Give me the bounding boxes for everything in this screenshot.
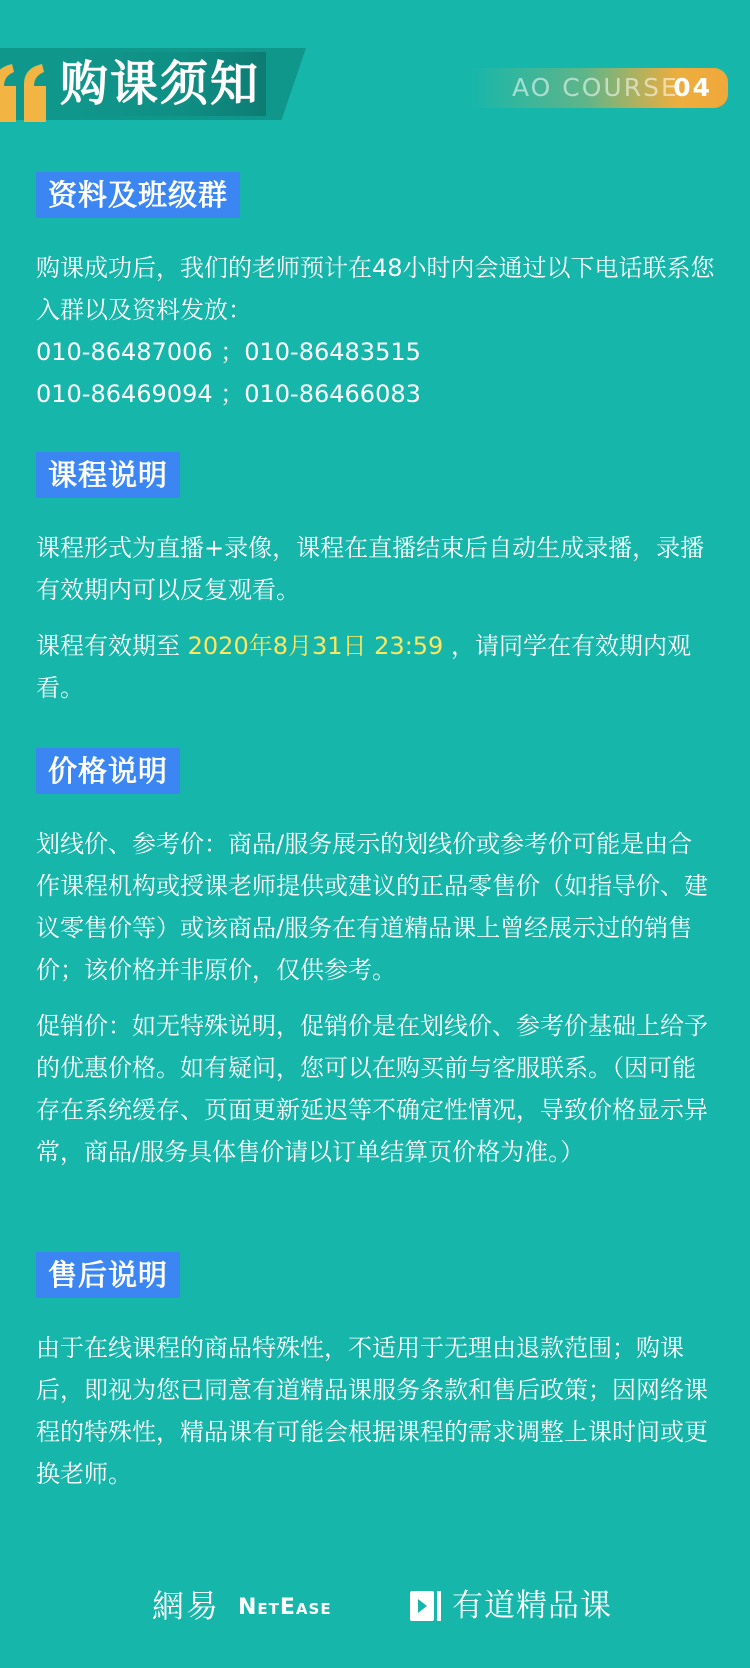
phone-line-2: 010-86469094 ；010-86466083 [36, 380, 421, 408]
page-title: 购课须知 [60, 52, 266, 116]
promo-price-text: 促销价：如无特殊说明，促销价是在划线价、参考价基础上给予的优惠价格。如有疑问，您可以在购买前与客服联系。（因可能存在系统缓存、页面更新延迟等不确定性情况，导致价格显示异常，商品/服务具体售价请以订单结算页价格为准。） [36, 1012, 708, 1166]
validity-prefix: 课程有效期至 [36, 632, 188, 660]
course-validity-text [36, 625, 716, 709]
course-tag [470, 68, 728, 108]
netease-logo [152, 1586, 342, 1626]
youdao-logo-icon [408, 1588, 444, 1624]
quote-mark-icon [0, 62, 54, 132]
list-price-text: 划线价、参考价：商品/服务展示的划线价或参考价可能是由合作课程机构或授课老师提供或建议的正品零售价（如指导价、建议零售价等）或该商品/服务在有道精品课上曾经展示过的销售价；该价格并非原价，仅供参考。 [36, 830, 708, 984]
validity-suffix: ，请同学在有效期内观看。 [36, 632, 691, 702]
course-label: AO COURSE [512, 73, 679, 102]
netease-cn: 網易 [152, 1587, 221, 1625]
phone-line-1: 010-86487006 ；010-86483515 [36, 338, 421, 366]
after-sales-text: 由于在线课程的商品特殊性，不适用于无理由退款范围；购课后，即视为您已同意有道精品课服务条款和售后政策；因网络课程的特殊性，精品课有可能会根据课程的需求调整上课时间或更换老师。 [36, 1334, 708, 1488]
materials-intro: 购课成功后，我们的老师预计在48小时内会通过以下电话联系您入群以及资料发放： [36, 254, 715, 324]
section-heading-materials: 资料及班级群 [36, 172, 240, 218]
footer [0, 1578, 750, 1634]
section-heading-after-sales: 售后说明 [36, 1252, 180, 1298]
section-heading-price: 价格说明 [36, 748, 180, 794]
course-number: 04 [673, 73, 712, 102]
youdao-brand-name: 有道精品课 [452, 1588, 612, 1624]
course-format-text: 课程形式为直播+录像，课程在直播结束后自动生成录播，录播有效期内可以反复观看。 [36, 534, 705, 604]
section-heading-course: 课程说明 [36, 452, 180, 498]
validity-date: 2020年8月31日 23:59 [187, 632, 444, 660]
netease-en: NetEase [238, 1595, 332, 1620]
